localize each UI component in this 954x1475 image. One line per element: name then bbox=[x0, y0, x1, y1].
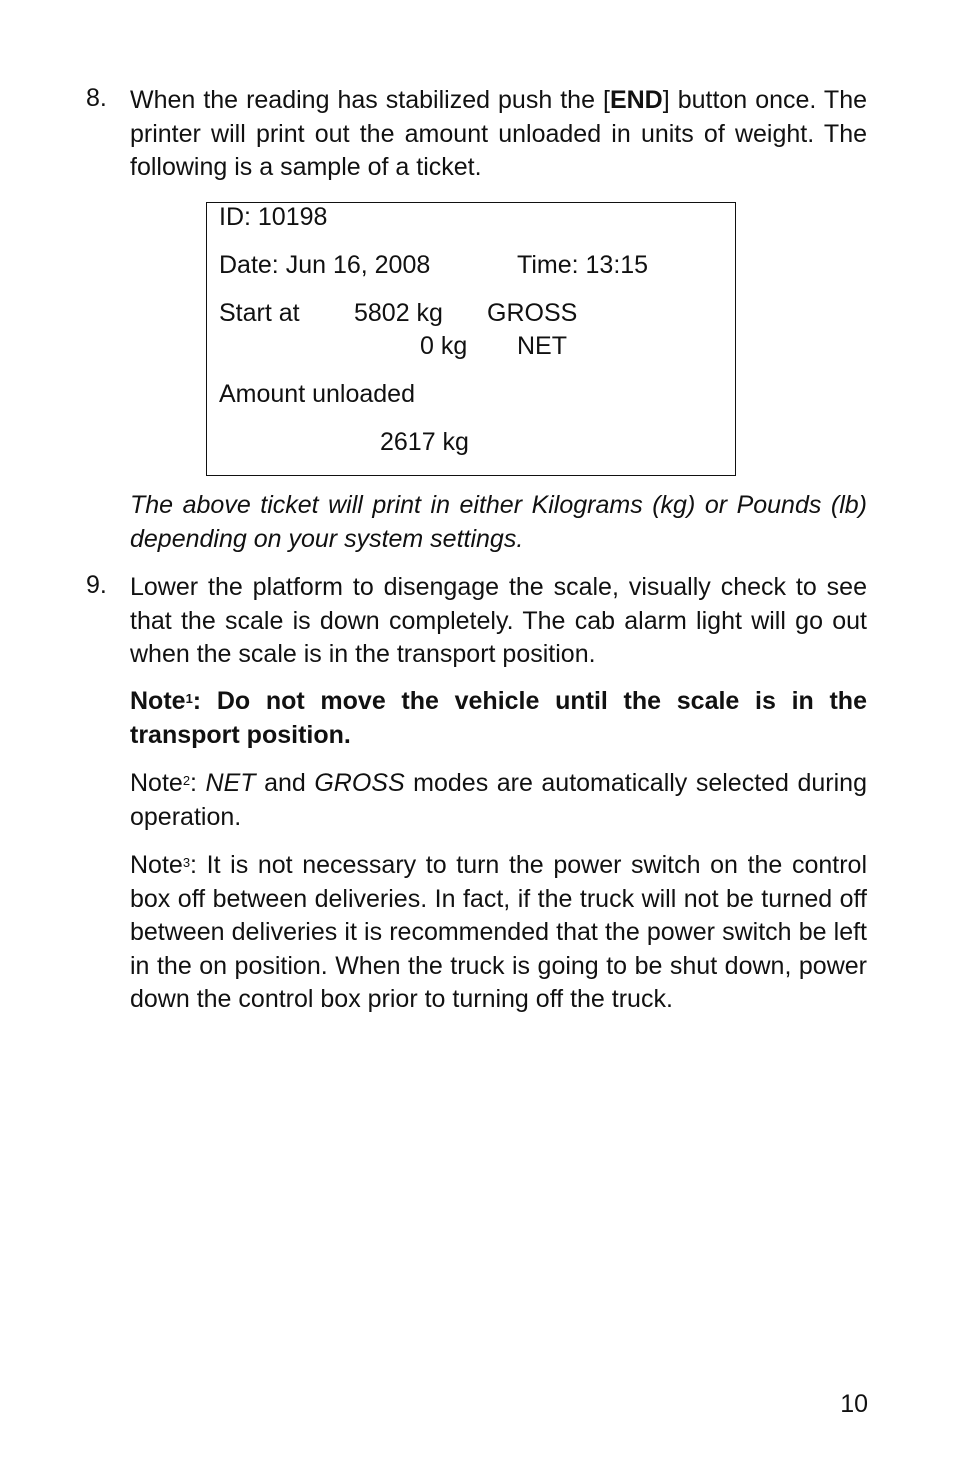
note-2-net: NET bbox=[205, 769, 256, 797]
note-2-sup: 2 bbox=[182, 773, 191, 788]
note-2-gross: GROSS bbox=[314, 769, 405, 797]
note-1 bbox=[130, 685, 867, 752]
note-3-label: Note bbox=[130, 851, 183, 879]
note-3 bbox=[130, 849, 867, 1017]
ticket-start-label: Start at bbox=[219, 299, 300, 327]
note-3-text: : It is not necessary to turn the power switch on the control box off between deliveries. In fact, if the truck will not be turned off between deliveries it is recommended that the power switch be left in the on position. When the truck is going to be shut down, power down the control box prior to turning off the truck. bbox=[130, 851, 867, 1013]
step-8-text-before: When the reading has stabilized push the [ bbox=[130, 86, 610, 114]
ticket-net-label: NET bbox=[517, 332, 567, 360]
note-2 bbox=[130, 767, 867, 834]
page-number: 10 bbox=[840, 1390, 868, 1418]
ticket-caption: The above ticket will print in either Kilograms (kg) or Pounds (lb) depending on your system settings. bbox=[130, 491, 867, 553]
note-1-label: Note bbox=[130, 687, 186, 715]
note-2-text: modes are automatically selected during operation. bbox=[130, 769, 867, 831]
step-8-text bbox=[130, 84, 867, 185]
ticket-date: Date: Jun 16, 2008 bbox=[219, 251, 431, 279]
step-9-text: Lower the platform to disengage the scale, visually check to see that the scale is down completely. The cab alarm light will go out when the scale is in the transport position. bbox=[130, 573, 867, 668]
ticket-id: ID: 10198 bbox=[219, 203, 328, 231]
note-1-text: : Do not move the vehicle until the scale is in the transport position. bbox=[130, 687, 867, 749]
sample-ticket bbox=[206, 202, 736, 476]
note-3-sup: 3 bbox=[182, 855, 191, 870]
ticket-amount-value: 2617 kg bbox=[380, 428, 469, 456]
note-2-label: Note bbox=[130, 769, 183, 797]
note-2-colon: : bbox=[190, 769, 206, 797]
end-button-label: END bbox=[609, 86, 663, 114]
note-2-and: and bbox=[255, 769, 315, 797]
step-9 bbox=[86, 571, 867, 672]
step-8-number: 8. bbox=[86, 84, 107, 112]
ticket-time: Time: 13:15 bbox=[517, 251, 649, 279]
note-1-sup: 1 bbox=[185, 691, 193, 706]
step-8 bbox=[86, 84, 867, 185]
ticket-gross-label: GROSS bbox=[487, 299, 578, 327]
ticket-amount-label: Amount unloaded bbox=[219, 380, 415, 408]
step-9-number: 9. bbox=[86, 571, 107, 599]
ticket-gross-value: 5802 kg bbox=[354, 299, 443, 327]
ticket-net-value: 0 kg bbox=[420, 332, 468, 360]
step-8-text-after: ] button once. The printer will print out the amount unloaded in units of weight. The following is a sample of a ticket. bbox=[130, 86, 868, 181]
